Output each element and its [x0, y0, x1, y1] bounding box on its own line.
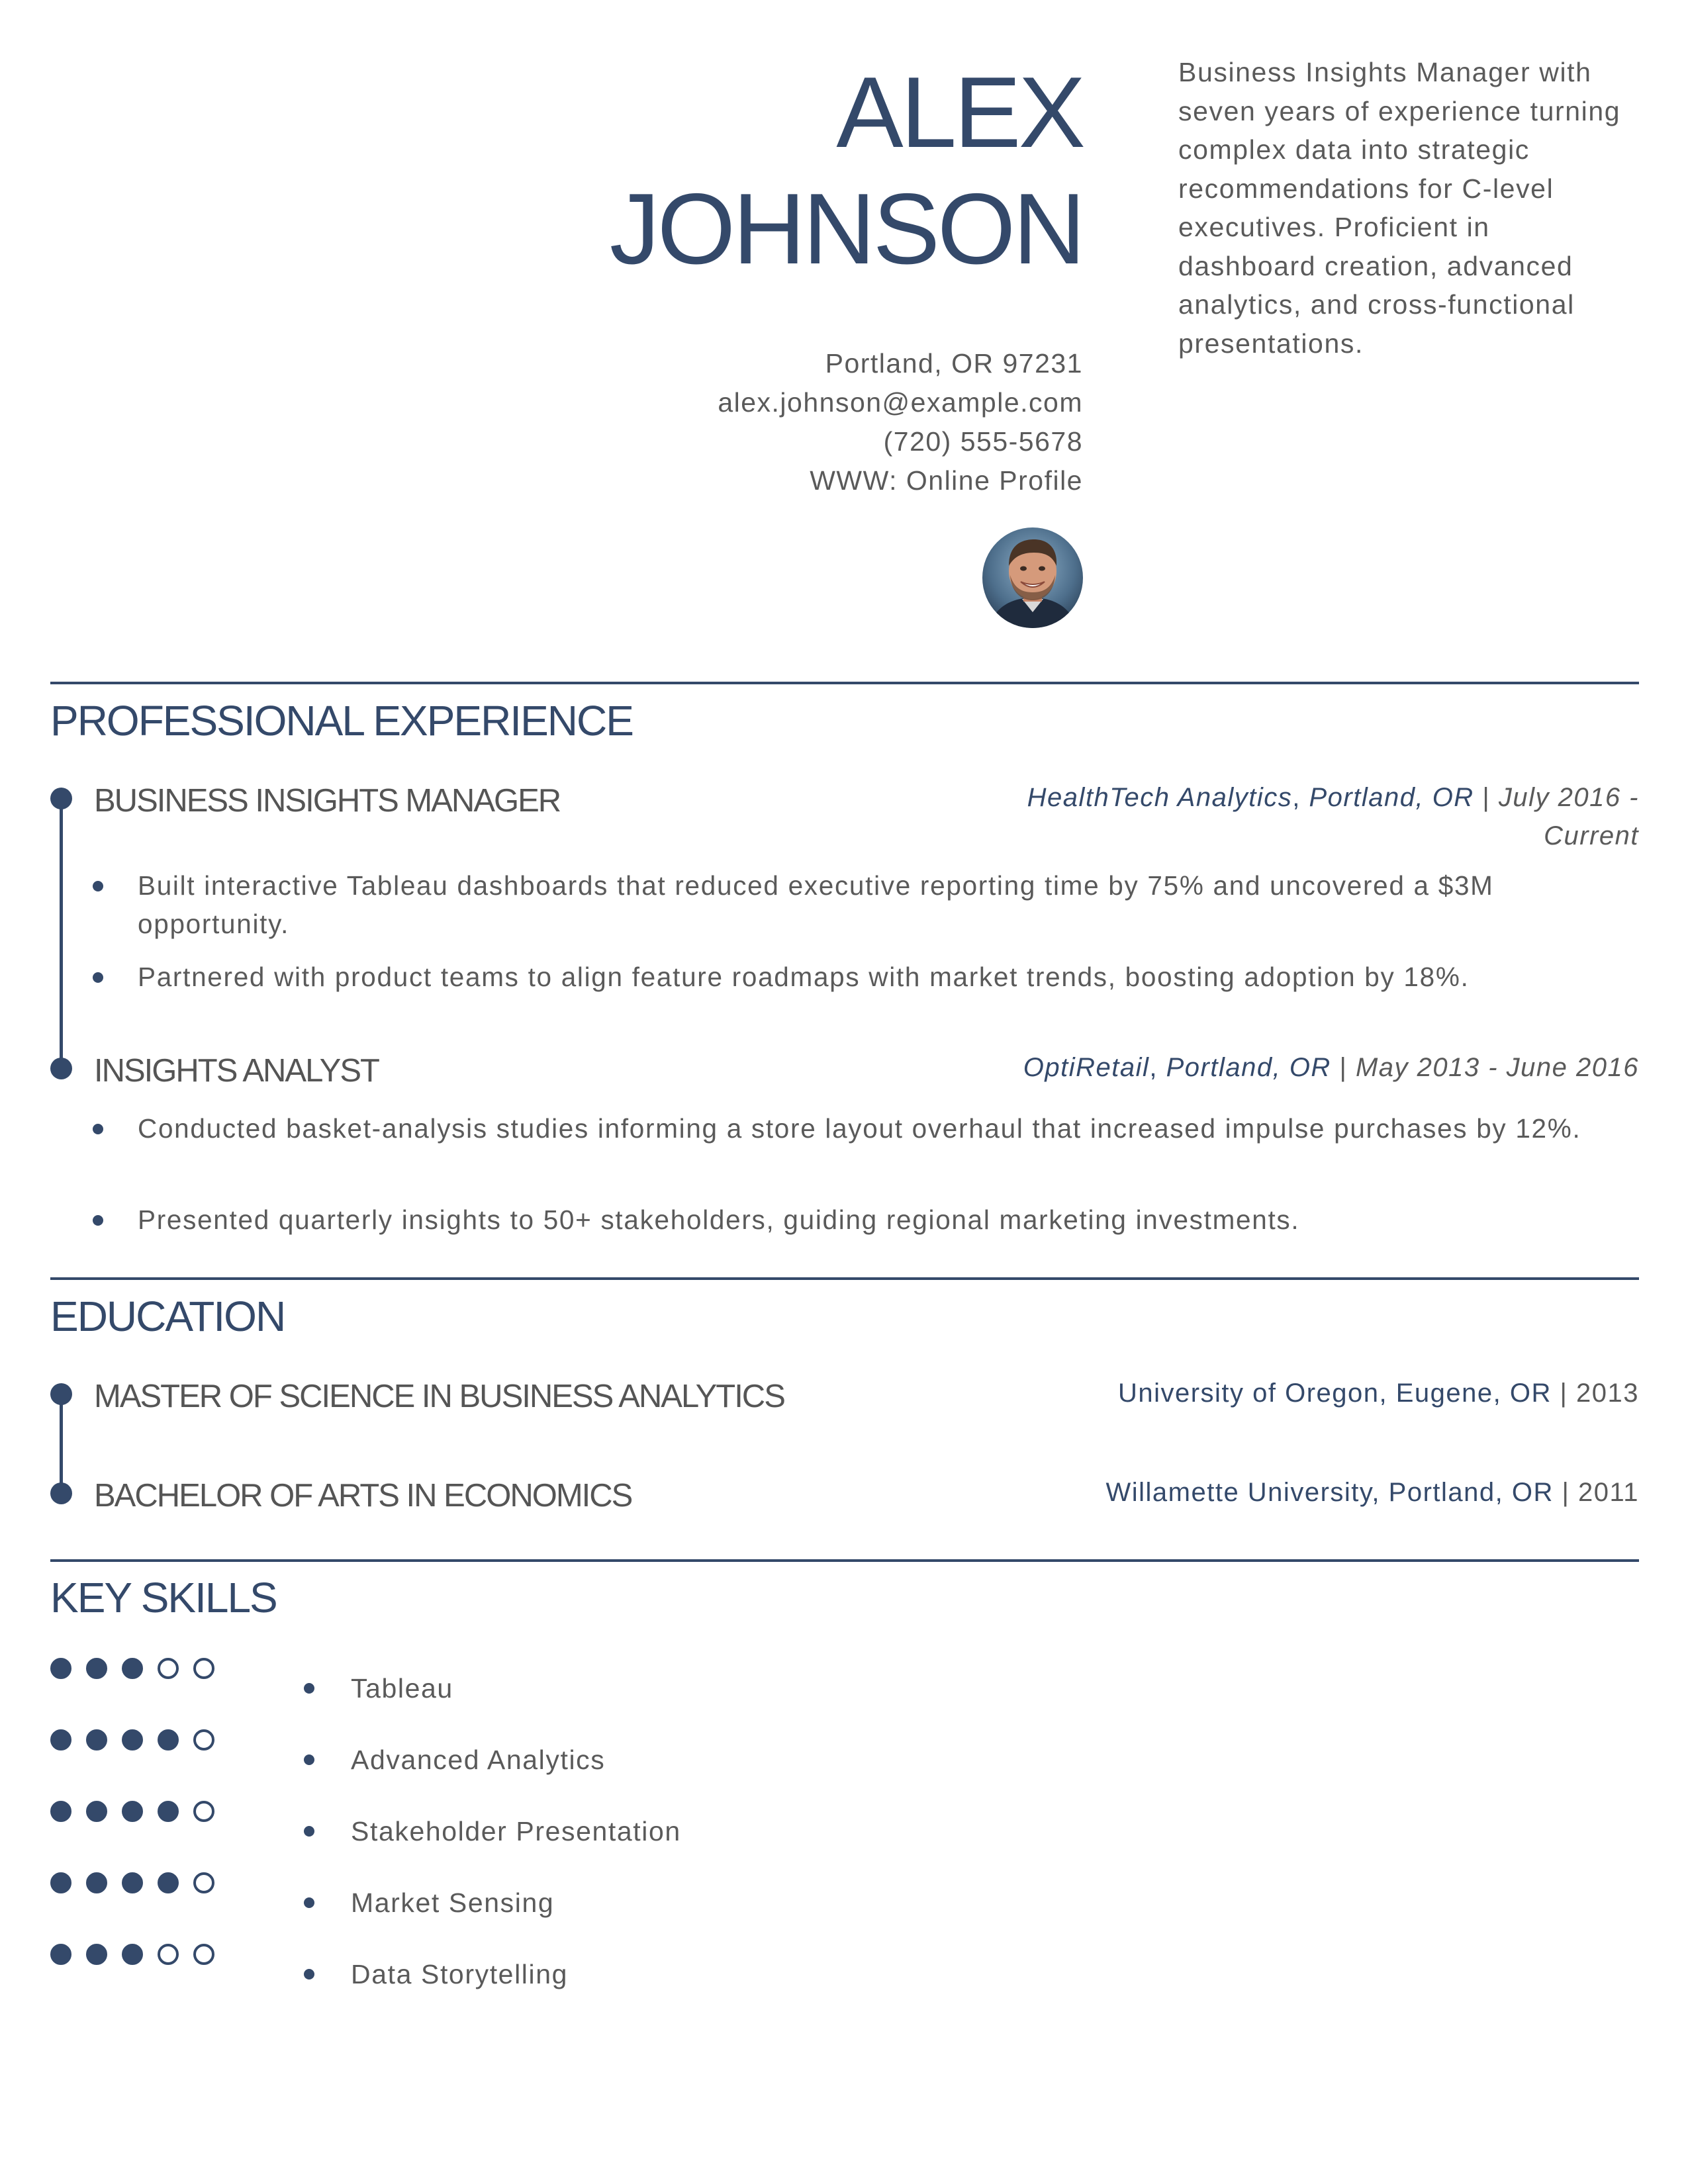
- degree-meta: [911, 1473, 1639, 1512]
- skill-rating: [50, 1658, 229, 1680]
- bullet-icon: [304, 1826, 314, 1837]
- rating-empty-dot-icon: [193, 1729, 214, 1751]
- skills-section-title: KEY SKILLS: [50, 1574, 277, 1621]
- contact-website[interactable]: WWW: Online Profile: [810, 465, 1083, 496]
- contact-email[interactable]: alex.johnson@example.com: [718, 387, 1083, 418]
- rating-filled-dot-icon: [86, 1658, 107, 1679]
- section-divider: [50, 682, 1639, 684]
- skill-rating: [50, 1801, 229, 1823]
- rating-filled-dot-icon: [86, 1872, 107, 1893]
- experience-section-title: PROFESSIONAL EXPERIENCE: [50, 697, 633, 745]
- job-bullet: Conducted basket-analysis studies informing a store layout overhaul that increased impulse purchases by 12%.: [138, 1113, 1581, 1144]
- bullet-icon: [304, 1897, 314, 1908]
- bullet-icon: [93, 972, 103, 983]
- skill-name: Data Storytelling: [351, 1959, 569, 1989]
- job-location: Portland, OR: [1166, 1053, 1331, 1082]
- company-name: HealthTech Analytics: [1027, 783, 1293, 812]
- job-dates: May 2013 - June 2016: [1355, 1053, 1639, 1082]
- skill-rating: [50, 1944, 229, 1966]
- professional-summary: Business Insights Manager with seven years of experience turning complex data into strategic recommendations for C-level executives. Proficient in dashboard creation, advanced analytics, and cross-functional presentations.: [1178, 57, 1621, 359]
- avatar-portrait-image: [982, 527, 1083, 628]
- bullet-icon: [304, 1683, 314, 1694]
- education-timeline-line: [60, 1394, 63, 1493]
- rating-filled-dot-icon: [122, 1729, 143, 1751]
- bullet-icon: [93, 1215, 103, 1226]
- timeline-dot-icon: [50, 1482, 72, 1504]
- job-location: Portland, OR: [1309, 783, 1474, 812]
- rating-filled-dot-icon: [50, 1729, 71, 1751]
- rating-filled-dot-icon: [50, 1658, 71, 1679]
- meta-separator: ,: [1149, 1053, 1166, 1082]
- rating-filled-dot-icon: [158, 1729, 179, 1751]
- graduation-year: 2013: [1576, 1379, 1639, 1408]
- contact-phone[interactable]: (720) 555-5678: [883, 426, 1083, 457]
- rating-empty-dot-icon: [193, 1872, 214, 1893]
- graduation-year: 2011: [1577, 1478, 1639, 1507]
- bullet-icon: [93, 1124, 103, 1134]
- rating-empty-dot-icon: [193, 1944, 214, 1965]
- school-name: Willamette University, Portland, OR: [1105, 1478, 1554, 1507]
- rating-filled-dot-icon: [122, 1801, 143, 1822]
- job-meta: [911, 778, 1639, 855]
- rating-filled-dot-icon: [50, 1801, 71, 1822]
- rating-filled-dot-icon: [50, 1944, 71, 1965]
- degree-title: MASTER OF SCIENCE IN BUSINESS ANALYTICS: [94, 1379, 784, 1414]
- bullet-icon: [93, 881, 103, 891]
- timeline-dot-icon: [50, 788, 72, 809]
- meta-pipe: |: [1331, 1053, 1356, 1082]
- job-bullet: Presented quarterly insights to 50+ stakeholders, guiding regional marketing investments.: [138, 1205, 1300, 1235]
- rating-empty-dot-icon: [193, 1801, 214, 1822]
- education-section-title: EDUCATION: [50, 1293, 285, 1340]
- section-divider: [50, 1559, 1639, 1562]
- rating-filled-dot-icon: [50, 1872, 71, 1893]
- rating-filled-dot-icon: [122, 1944, 143, 1965]
- skill-rating: [50, 1729, 229, 1752]
- skill-name: Market Sensing: [351, 1888, 555, 1918]
- timeline-dot-icon: [50, 1383, 72, 1405]
- job-dates-end: Current: [1544, 821, 1639, 850]
- rating-empty-dot-icon: [193, 1658, 214, 1679]
- degree-meta: [911, 1374, 1639, 1412]
- meta-pipe: |: [1474, 783, 1499, 812]
- rating-filled-dot-icon: [122, 1658, 143, 1679]
- timeline-dot-icon: [50, 1058, 72, 1079]
- rating-empty-dot-icon: [158, 1944, 179, 1965]
- rating-filled-dot-icon: [158, 1801, 179, 1822]
- rating-empty-dot-icon: [158, 1658, 179, 1679]
- skill-rating: [50, 1872, 229, 1895]
- skill-name: Advanced Analytics: [351, 1745, 606, 1775]
- degree-title: BACHELOR OF ARTS IN ECONOMICS: [94, 1478, 632, 1514]
- meta-pipe: |: [1553, 1478, 1578, 1507]
- job-dates-start: July 2016 -: [1498, 783, 1639, 812]
- rating-filled-dot-icon: [86, 1801, 107, 1822]
- avatar: [982, 527, 1083, 628]
- rating-filled-dot-icon: [86, 1729, 107, 1751]
- first-name: ALEX: [836, 56, 1083, 169]
- section-divider: [50, 1277, 1639, 1280]
- rating-filled-dot-icon: [86, 1944, 107, 1965]
- skill-name: Tableau: [351, 1673, 453, 1704]
- school-name: University of Oregon, Eugene, OR: [1117, 1379, 1552, 1408]
- job-meta: [911, 1048, 1639, 1087]
- meta-separator: ,: [1292, 783, 1309, 812]
- bullet-icon: [304, 1969, 314, 1979]
- experience-timeline-line: [60, 798, 63, 1068]
- job-title: INSIGHTS ANALYST: [94, 1053, 379, 1089]
- contact-address: Portland, OR 97231: [825, 348, 1083, 379]
- job-title: BUSINESS INSIGHTS MANAGER: [94, 783, 561, 819]
- bullet-icon: [304, 1754, 314, 1765]
- rating-filled-dot-icon: [122, 1872, 143, 1893]
- rating-filled-dot-icon: [158, 1872, 179, 1893]
- company-name: OptiRetail: [1023, 1053, 1150, 1082]
- job-bullet: Partnered with product teams to align feature roadmaps with market trends, boosting adoption by 18%.: [138, 962, 1470, 992]
- skill-name: Stakeholder Presentation: [351, 1816, 681, 1846]
- meta-pipe: |: [1551, 1379, 1577, 1408]
- job-bullet: Built interactive Tableau dashboards that reduced executive reporting time by 75% and uncovered a $3M opportunity.: [138, 870, 1494, 939]
- last-name: JOHNSON: [609, 173, 1083, 285]
